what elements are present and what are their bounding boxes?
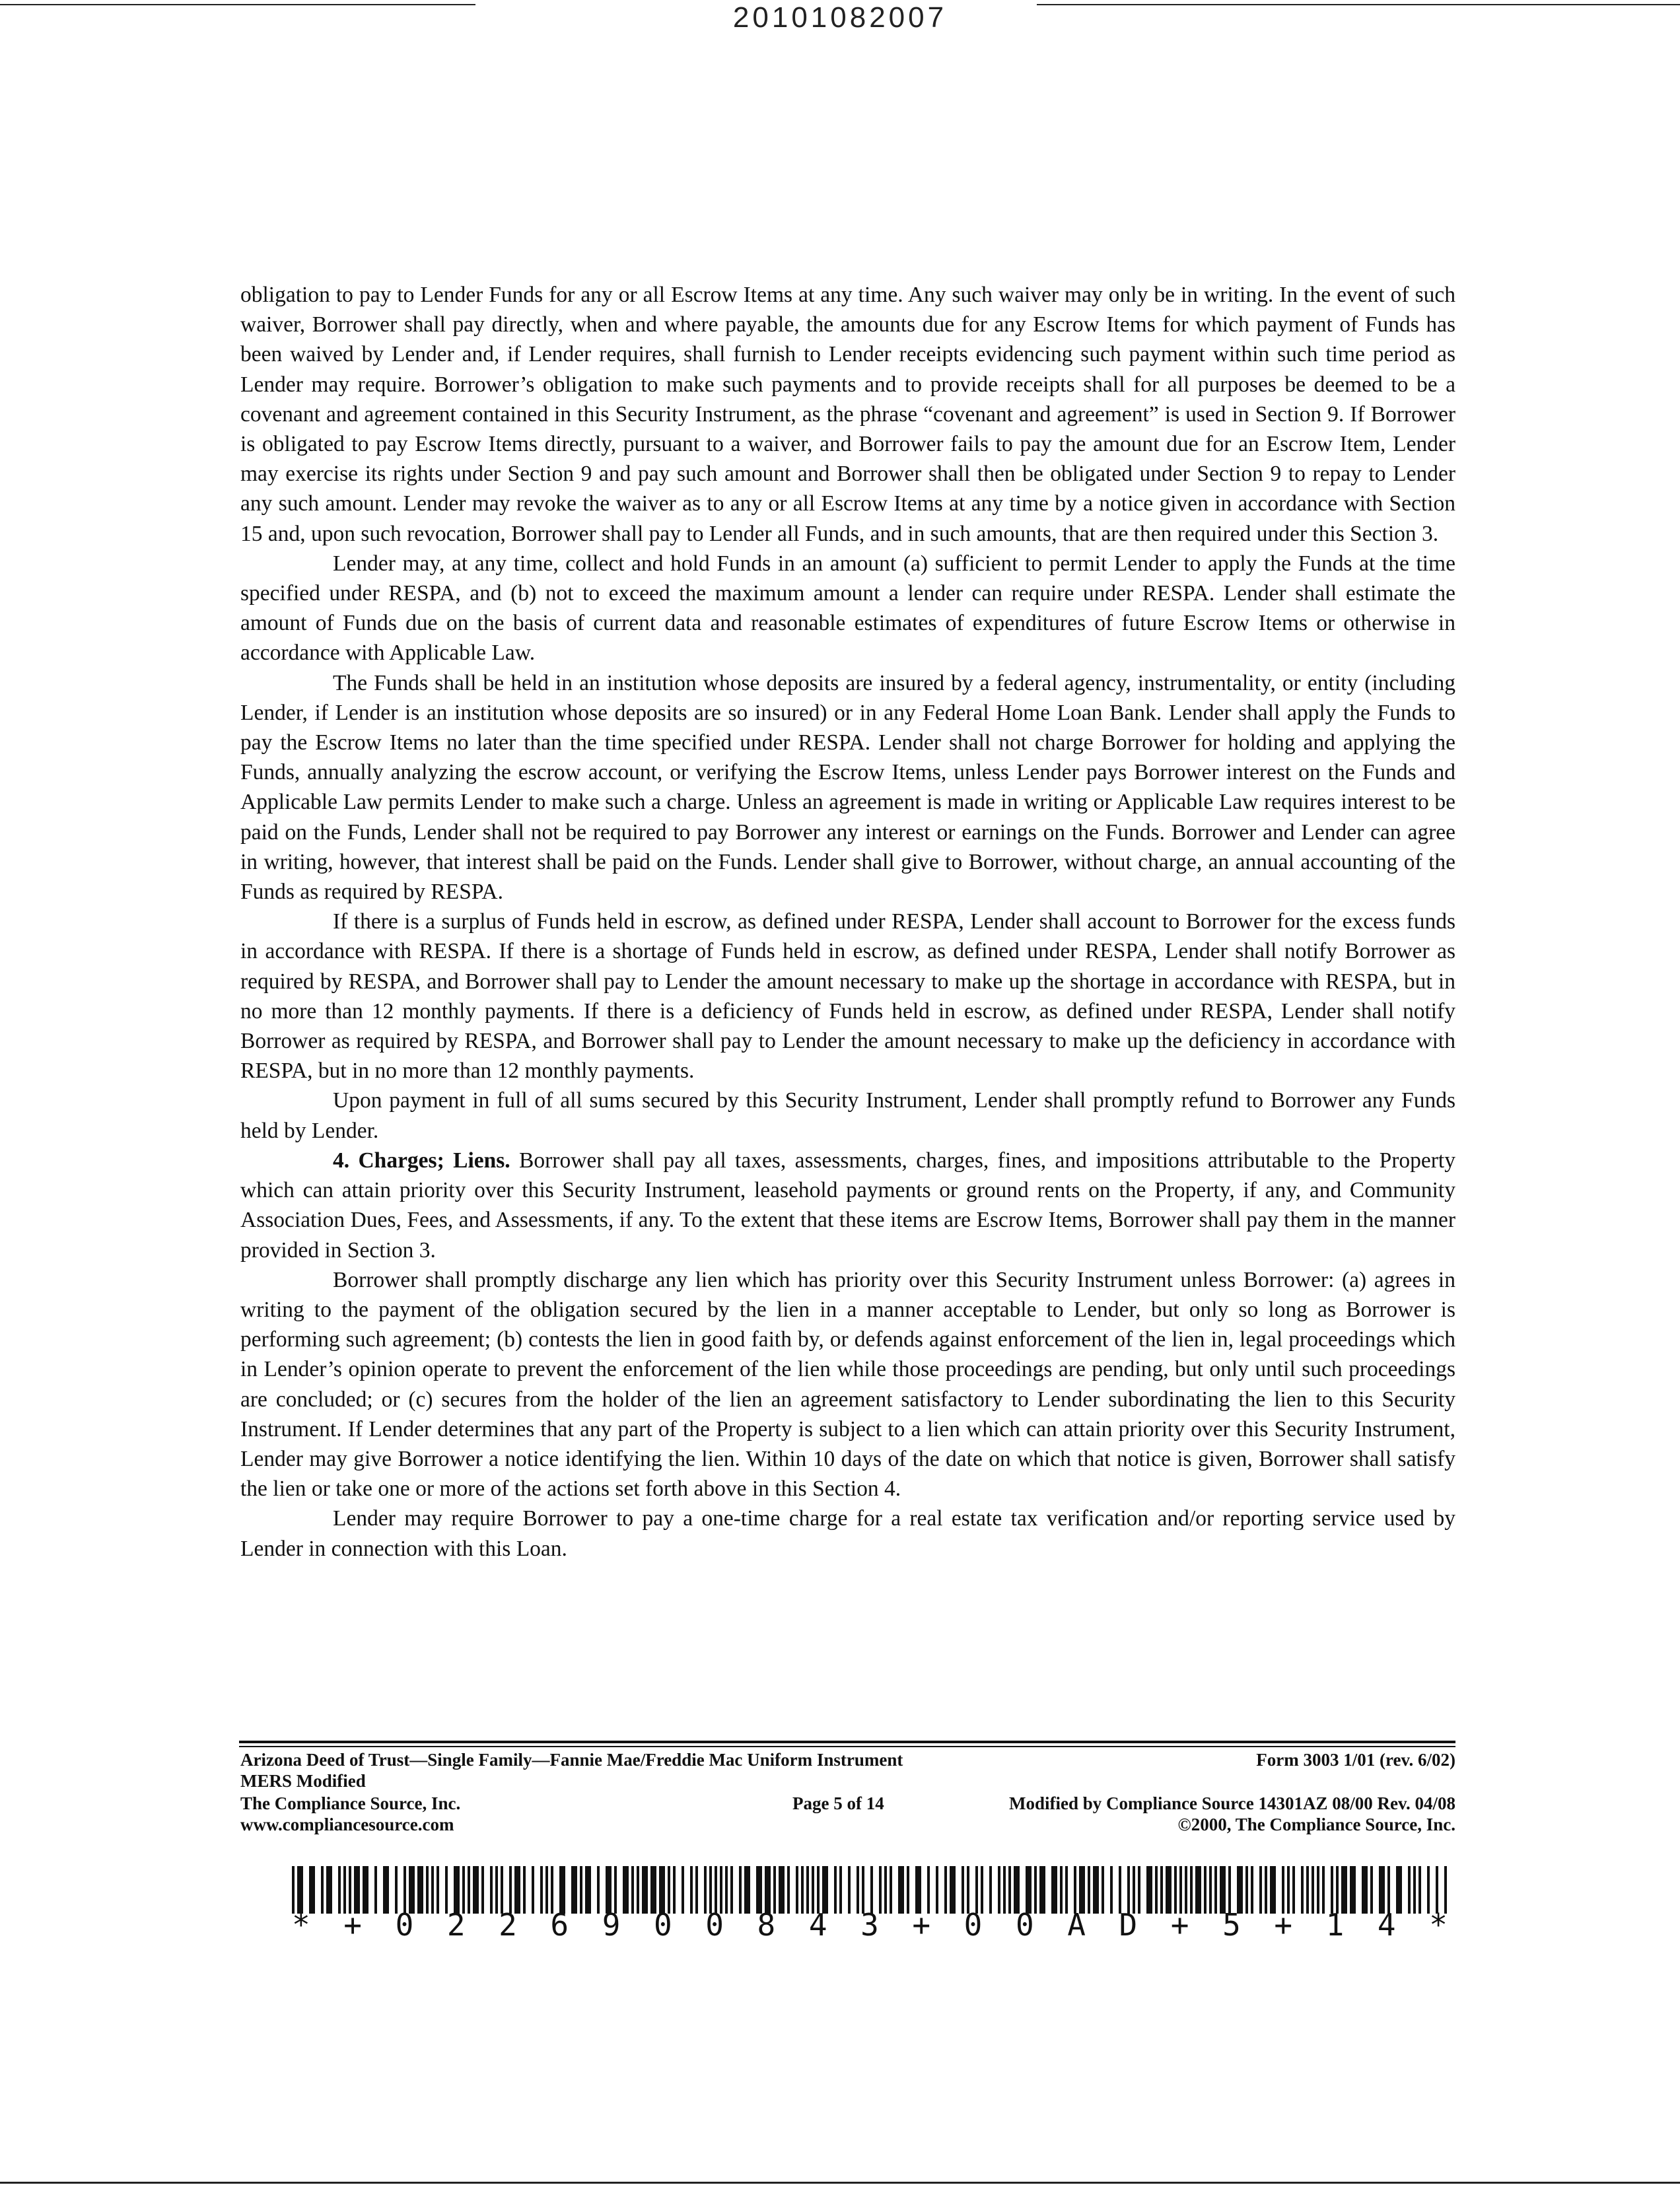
- paragraph-collect-funds: Lender may, at any time, collect and hold Funds in an amount (a) sufficient to permit Lender to apply the Funds at the time specified under RESPA, and (b) not to exceed the maximum amount a lender can require under RESPA. Lender shall estimate the amount of Funds due on the basis of current data and reasonable estimates of expenditures of future Escrow Items or otherwise in accordance with Applicable Law.: [240, 551, 1455, 666]
- paragraph-charges-liens: [240, 1146, 1455, 1265]
- barcode-char: 5: [1222, 1907, 1241, 1943]
- barcode-char: 0: [705, 1907, 724, 1943]
- paragraph-waiver-continuation: obligation to pay to Lender Funds for any or all Escrow Items at any time. Any such waiver may only be in writing. In the event of such waiver, Borrower shall pay directly, when and where payable, the amounts due for any Escrow Items for which payment of Funds has been waived by Lender and, if Lender requires, shall furnish to Lender receipts evidencing such payment within such time period as Lender may require. Borrower’s obligation to make such payments and to provide receipts shall for all purposes be deemed to be a covenant and agreement contained in this Security Instrument, as the phrase “covenant and agreement” is used in Section 9. If Borrower is obligated to pay Escrow Items directly, pursuant to a waiver, and Borrower fails to pay the amount due for an Escrow Item, Lender may exercise its rights under Section 9 and pay such amount and Borrower shall then be obligated under Section 9 to repay to Lender any such amount. Lender may revoke the waiver as to any or all Escrow Items at any time by a notice given in accordance with Section 15 and, upon such revocation, Borrower shall pay to Lender all Funds, and in such amounts, that are then required under this Section 3.: [240, 283, 1455, 546]
- barcode-char: D: [1119, 1907, 1138, 1943]
- form-number: Form 3003 1/01 (rev. 6/02): [1256, 1750, 1455, 1770]
- mers-modified: MERS Modified: [240, 1771, 366, 1791]
- section-4-text: Borrower shall pay all taxes, assessments, charges, fines, and impositions attributable to the Property which can attain priority over this Security Instrument, leasehold payments or ground rents on the Property, if any, and Community Association Dues, Fees, and Assessments, if any. To the extent that these items are Escrow Items, Borrower shall pay them in the manner provided in Section 3.: [240, 1148, 1455, 1263]
- section-4-heading: 4. Charges; Liens.: [333, 1148, 510, 1173]
- barcode-char: A: [1067, 1907, 1086, 1943]
- bottom-rule: [0, 2182, 1680, 2184]
- barcode-char: 6: [550, 1907, 569, 1943]
- barcode-text: [292, 1907, 1448, 1943]
- paragraph-tax-verification: Lender may require Borrower to pay a one-time charge for a real estate tax verification and/or reporting service used by Lender in connection with this Loan.: [240, 1506, 1455, 1561]
- copyright: ©2000, The Compliance Source, Inc.: [1177, 1815, 1455, 1834]
- footer-rule-thick: [239, 1741, 1455, 1743]
- barcode-char: 0: [395, 1907, 414, 1943]
- company-website: www.compliancesource.com: [240, 1815, 454, 1834]
- barcode-char: +: [343, 1907, 362, 1943]
- modified-by: Modified by Compliance Source 14301AZ 08/00 Rev. 04/08: [1008, 1793, 1455, 1813]
- barcode-char: 9: [602, 1907, 621, 1943]
- barcode-char: 1: [1325, 1907, 1345, 1943]
- footer-rule-thin: [239, 1746, 1455, 1747]
- barcode-char: 0: [963, 1907, 983, 1943]
- form-footer: [240, 1749, 1455, 1846]
- barcode-char: 3: [860, 1907, 879, 1943]
- company-name: The Compliance Source, Inc.: [240, 1793, 461, 1813]
- paragraph-surplus-shortage: If there is a surplus of Funds held in escrow, as defined under RESPA, Lender shall account to Borrower for the excess funds in accordance with RESPA. If there is a shortage of Funds held in escrow, as defined under RESPA, Lender shall notify Borrower as required by RESPA, and Borrower shall pay to Lender the amount necessary to make up the shortage in accordance with RESPA, but in no more than 12 monthly payments. If there is a deficiency of Funds held in escrow, as defined under RESPA, Lender shall notify Borrower as required by RESPA, and Borrower shall pay to Lender the amount necessary to make up the deficiency in accordance with RESPA, but in no more than 12 monthly payments.: [240, 909, 1455, 1084]
- barcode-char: 8: [757, 1907, 776, 1943]
- document-body: [240, 280, 1455, 1564]
- paragraph-discharge-lien: Borrower shall promptly discharge any lien which has priority over this Security Instrument unless Borrower: (a) agrees in writing to the payment of the obligation secured by the lien in a manner acceptable to Lender, but only so long as Borrower is performing such agreement; (b) contests the lien in good faith by, or defends against enforcement of the lien in, legal proceedings which in Lender’s opinion operate to prevent the enforcement of the lien while those proceedings are pending, but only until such proceedings are concluded; or (c) secures from the holder of the lien an agreement satisfactory to Lender subordinating the lien to this Security Instrument. If Lender determines that any part of the Property is subject to a lien which can attain priority over this Security Instrument, Lender may give Borrower a notice identifying the lien. Within 10 days of the date on which that notice is given, Borrower shall satisfy the lien or take one or more of the actions set forth above in this Section 4.: [240, 1267, 1455, 1502]
- barcode-char: 2: [446, 1907, 466, 1943]
- barcode-char: 4: [808, 1907, 827, 1943]
- barcode-char: +: [1274, 1907, 1293, 1943]
- barcode-char: *: [292, 1907, 310, 1943]
- barcode-char: 0: [653, 1907, 672, 1943]
- barcode-char: 2: [499, 1907, 517, 1943]
- barcode-char: 0: [1015, 1907, 1034, 1943]
- barcode-char: +: [912, 1907, 931, 1943]
- barcode-char: 4: [1377, 1907, 1396, 1943]
- page-number: Page 5 of 14: [792, 1793, 884, 1813]
- recording-number: 20101082007: [732, 1, 948, 34]
- paragraph-refund: Upon payment in full of all sums secured by this Security Instrument, Lender shall promptly refund to Borrower any Funds held by Lender.: [240, 1088, 1455, 1143]
- paragraph-funds-held: The Funds shall be held in an institution whose deposits are insured by a federal agency, instrumentality, or entity (including Lender, if Lender is an institution whose deposits are so insured) or in any Federal Home Loan Bank. Lender shall apply the Funds to pay the Escrow Items no later than the time specified under RESPA. Lender shall not charge Borrower for holding and applying the Funds, annually analyzing the escrow account, or verifying the Escrow Items, unless Lender pays Borrower interest on the Funds and Applicable Law permits Lender to make such a charge. Unless an agreement is made in writing or Applicable Law requires interest to be paid on the Funds, Lender shall not be required to pay Borrower any interest or earnings on the Funds. Borrower and Lender can agree in writing, however, that interest shall be paid on the Funds. Lender shall give to Borrower, without charge, an annual accounting of the Funds as required by RESPA.: [240, 670, 1455, 905]
- barcode-char: +: [1170, 1907, 1189, 1943]
- form-title: Arizona Deed of Trust—Single Family—Fannie Mae/Freddie Mac Uniform Instrument: [240, 1750, 903, 1770]
- barcode-char: *: [1429, 1907, 1448, 1943]
